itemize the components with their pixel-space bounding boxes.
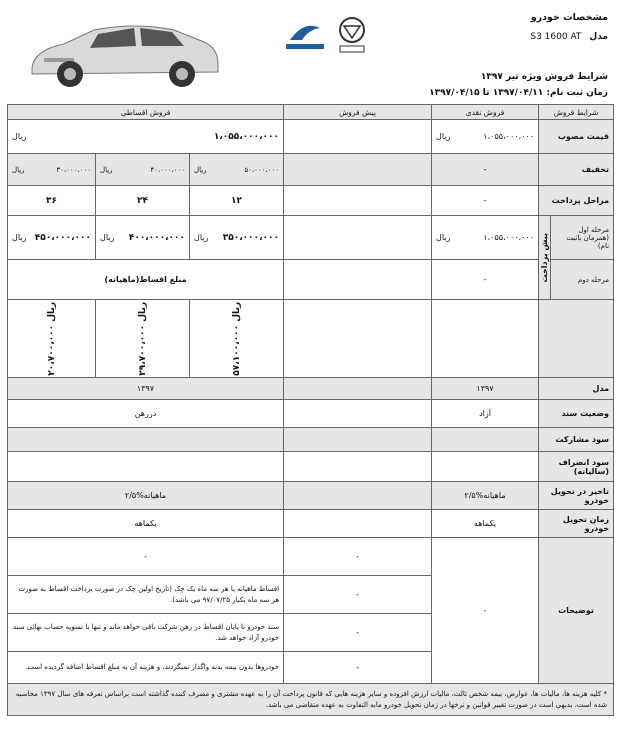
label-year: مدل [539, 378, 614, 400]
label-stages: مراحل پرداخت [539, 186, 614, 216]
label-notes: توضیحات [539, 538, 614, 684]
registration-date: زمان ثبت نام: ۱۳۹۷/۰۴/۱۱ تا ۱۳۹۷/۰۴/۱۵ [429, 88, 608, 98]
label-annual: سود انصراف (سالیانه) [539, 452, 614, 482]
sales-table: فروش اقساطی پیش فروش فروش نقدی شرایط فروش ریال ۱،۰۵۵،۰۰۰،۰۰۰ ریال ۱،۰۵۵،۰۰۰،۰۰۰ قیمت مصوب ریال ۳۰،۰۰۰،۰۰۰ ریال ۴۰،۰۰۰،۰۰۰ ریال ۵۰،۰۰۰،۰۰۰ - تخفیف ۳۶ ۲۴ ۱۲ - مراحل پرداخت ریال ۴۵۰،۰۰۰،۰۰۰ ریال ۴۰۰،۰۰۰،۰۰۰ ریال ۳۵۰،۰۰۰،۰۰۰ ریال ۱،۰۵۵،۰۰۰،۰۰۰ پیش پرداخت مرحله اول (همزمان باثبت نام) مبلغ اقساط(ماهیانه) - مرحله دوم ریال ۲۰،۷۰۰،۰۰۰ ریال ۲۹،۷۰۰،۰۰۰ ریال ۵۷،۱۰۰،۰۰۰ ۱۳۹۷ ۱۳۹۷ مدل دررهن آزاد وضعیت سند سود مشارکت سود انصراف (سالیانه) ۲/۵%ماهیانه ۲/۵%ماهیانه تاخیر در تحویل خودرو یکماهه یکماهه زمان تحویل خودرو - - - توضیحات اقساط ماهیانه یا هر سه ماه یک چک (تاریخ اولین چک در صورت پرداخت اقساط به صورت هر سه ماه یکبار ۹۷/۰۷/۲۵ می باشد). - سند خودرو تا پایان اقساط در رهن شرکت باقی خواهد ماند و تنها با تسویه حساب نهائی سند خودرو آزاد خواهد شد. - خودروها بدون بیمه بدنه واگذار نمیگردند، و هزینه آن به مبلغ اقساط اضافه گردیده است. - * کلیه هزینه ها، مالیات ها، عوارض، بیمه شخص ثالث، مالیات ارزش افزوده و سایر هزینه هایی که قانون پرداخت آن را به عهده مشتری و مصرف کننده گذاشته است براساس تعرفه های سال ۱۳۹۷ محاسبه شده است، بدیهی است در صورت تغییر قوانین و نرخها در زمان تحویل خودرو مابه التفاوت به عهده متقاضی می باشد. [7, 104, 614, 716]
label-doc: وضعیت سند [539, 400, 614, 428]
kerman-motor-logo [280, 18, 330, 54]
footer-note: * کلیه هزینه ها، مالیات ها، عوارض، بیمه شخص ثالث، مالیات ارزش افزوده و سایر هزینه هایی که قانون پرداخت آن را به عهده مشتری و مصرف کننده گذاشته است براساس تعرفه های سال ۱۳۹۷ محاسبه شده است، بدیهی است در صورت تغییر قوانین و نرخها در زمان تحویل خودرو مابه التفاوت به عهده متقاضی می باشد. [8, 684, 614, 716]
conditions-title: شرایط فروش ویژه تیر ۱۳۹۷ [480, 72, 608, 82]
model-value: S3 1600 AT [530, 32, 582, 42]
label-profit: سود مشارکت [539, 428, 614, 452]
label-price: قیمت مصوب [539, 120, 614, 154]
car-image [24, 20, 224, 92]
col-presale: پیش فروش [284, 105, 432, 120]
cash-price: ۱،۰۵۵،۰۰۰،۰۰۰ [483, 132, 535, 141]
col-installment: فروش اقساطی [8, 105, 284, 120]
prepay-group: پیش پرداخت [539, 216, 551, 300]
label-first-stage: مرحله اول (همزمان باثبت نام) [551, 216, 614, 260]
model-row [530, 32, 608, 42]
label-discount: تخفیف [539, 154, 614, 186]
model-label: مدل [589, 32, 608, 42]
spec-title: مشخصات خودرو [530, 12, 608, 23]
label-delivery: زمان تحویل خودرو [539, 510, 614, 538]
col-conditions: شرایط فروش [539, 105, 614, 120]
label-second-stage: مرحله دوم [551, 260, 614, 300]
jac-logo [334, 16, 370, 56]
col-cash: فروش نقدی [432, 105, 539, 120]
inst-price: ۱،۰۵۵،۰۰۰،۰۰۰ [213, 131, 280, 142]
label-delay: تاخیر در تحویل خودرو [539, 482, 614, 510]
header [0, 0, 620, 100]
